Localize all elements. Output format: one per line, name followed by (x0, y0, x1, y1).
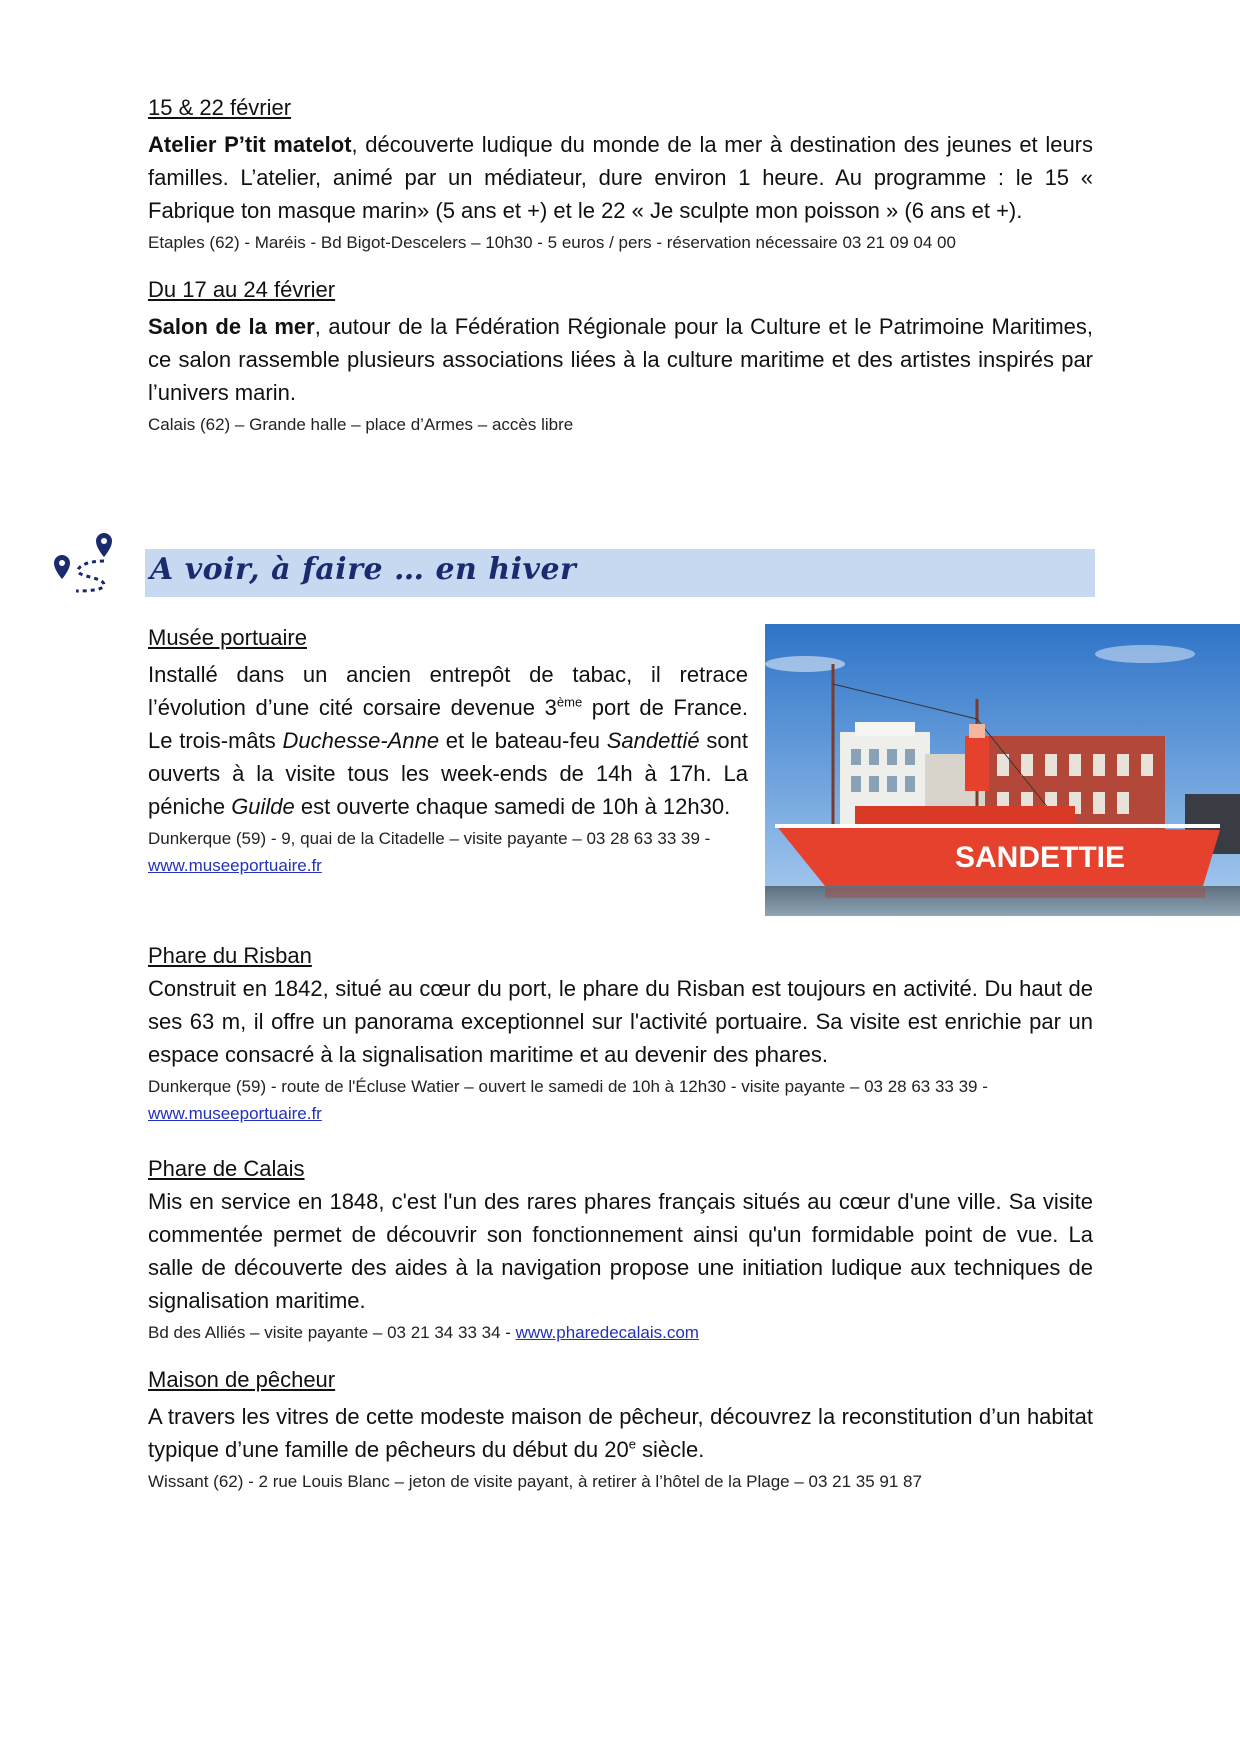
event-salon (148, 274, 1093, 438)
musee-text: et le bateau-feu (439, 728, 607, 753)
musee-portuaire (148, 622, 748, 879)
event-info: Etaples (62) - Maréis - Bd Bigot-Descelers – 10h30 - 5 euros / pers - réservation nécessaire 03 21 09 04 00 (148, 233, 956, 252)
musee-text: Installé dans un ancien entrepôt de tabac, il retrace l’évolution d’une cité corsaire devenue 3 (148, 662, 748, 720)
ship-name: Sandettié (606, 728, 700, 753)
risban-info (148, 1073, 1093, 1127)
event-title: Salon de la mer (148, 314, 315, 339)
event-text: , découverte ludique du monde de la mer à destination des jeunes et leurs familles. L’atelier, animé par un médiateur, dure environ 1 heure. Au programme : le 15 « Fabrique ton masque marin» (5 ans et +) et le 22 « Je sculpte mon poisson » (6 ans et +). (148, 132, 1094, 223)
maison-pecheur (148, 1364, 1093, 1495)
musee-text: port de France. Le trois-mâts (148, 695, 748, 753)
risban-link[interactable]: www.museeportuaire.fr (148, 1104, 322, 1123)
calais-info (148, 1319, 1093, 1346)
musee-link[interactable]: www.museeportuaire.fr (148, 856, 322, 875)
musee-text: est ouverte chaque samedi de 10h à 12h30. (294, 794, 731, 819)
pecheur-heading: Maison de pêcheur (148, 1367, 336, 1392)
ship-hull-label: SANDETTIE (955, 841, 1126, 874)
event-info: Calais (62) – Grande halle – place d’Armes – accès libre (148, 415, 574, 434)
attractions-list (148, 940, 1093, 1513)
ship-name: Guilde (231, 794, 295, 819)
ship-name: Duchesse-Anne (282, 728, 440, 753)
pecheur-info: Wissant (62) - 2 rue Louis Blanc – jeton de visite payant, à retirer à l’hôtel de la Plage – 03 21 35 91 87 (148, 1472, 922, 1491)
info-text: Bd des Alliés – visite payante – 03 21 34 33 34 - (148, 1323, 516, 1342)
superscript: ème (556, 694, 583, 710)
section-title: A voir, à faire … en hiver (150, 552, 577, 587)
calais-heading: Phare de Calais (148, 1156, 305, 1181)
info-text: Dunkerque (59) - route de l'Écluse Watier – ouvert le samedi de 10h à 12h30 - visite payante – 03 28 63 33 39 - (148, 1077, 988, 1096)
calais-link[interactable]: www.pharedecalais.com (515, 1323, 699, 1342)
phare-risban (148, 940, 1093, 1127)
event-text: , autour de la Fédération Régionale pour la Culture et le Patrimoine Maritimes, ce salon rassemble plusieurs associations liées à la culture maritime et des artistes inspirés par l’univers marin. (148, 314, 1093, 405)
info-text: Dunkerque (59) - 9, quai de la Citadelle – visite payante – 03 28 63 33 39 - (148, 829, 711, 848)
superscript: e (628, 1436, 636, 1452)
pecheur-text: A travers les vitres de cette modeste maison de pêcheur, découvrez la reconstitution d’un habitat typique d’une famille de pêcheurs du début du 20 (148, 1404, 1093, 1462)
phare-calais (148, 1153, 1093, 1346)
map-route-icon (50, 525, 120, 595)
calais-description: Mis en service en 1848, c'est l'un des rares phares français situés au cœur d'une ville. Sa visite commentée permet de découvrir son fonctionnement ainsi qu'un formidable point de vue. La salle de découverte des aides à la navigation propose une initiation ludique aux techniques de signalisation maritime. (148, 1189, 1093, 1313)
risban-heading: Phare du Risban (148, 943, 312, 968)
sandettie-lightship-photo (765, 624, 1240, 916)
events-list (148, 92, 1093, 456)
musee-text: sont ouverts à la visite tous les week-ends de 14h à 17h. La péniche (148, 728, 748, 819)
event-description (148, 128, 1093, 227)
risban-description: Construit en 1842, situé au cœur du port, le phare du Risban est toujours en activité. Du haut de ses 63 m, il offre un panorama exceptionnel sur l'activité portuaire. Sa visite est enrichie par un espace consacré à la signalisation maritime et au devenir des phares. (148, 976, 1093, 1067)
event-description (148, 310, 1093, 409)
event-title: Atelier P’tit matelot (148, 132, 352, 157)
event-date: 15 & 22 février (148, 95, 292, 120)
pecheur-text: siècle. (635, 1437, 705, 1462)
musee-description (148, 658, 748, 823)
event-date: Du 17 au 24 février (148, 277, 336, 302)
musee-heading: Musée portuaire (148, 625, 307, 650)
musee-info (148, 825, 748, 879)
pecheur-description (148, 1400, 1093, 1466)
event-atelier (148, 92, 1093, 256)
